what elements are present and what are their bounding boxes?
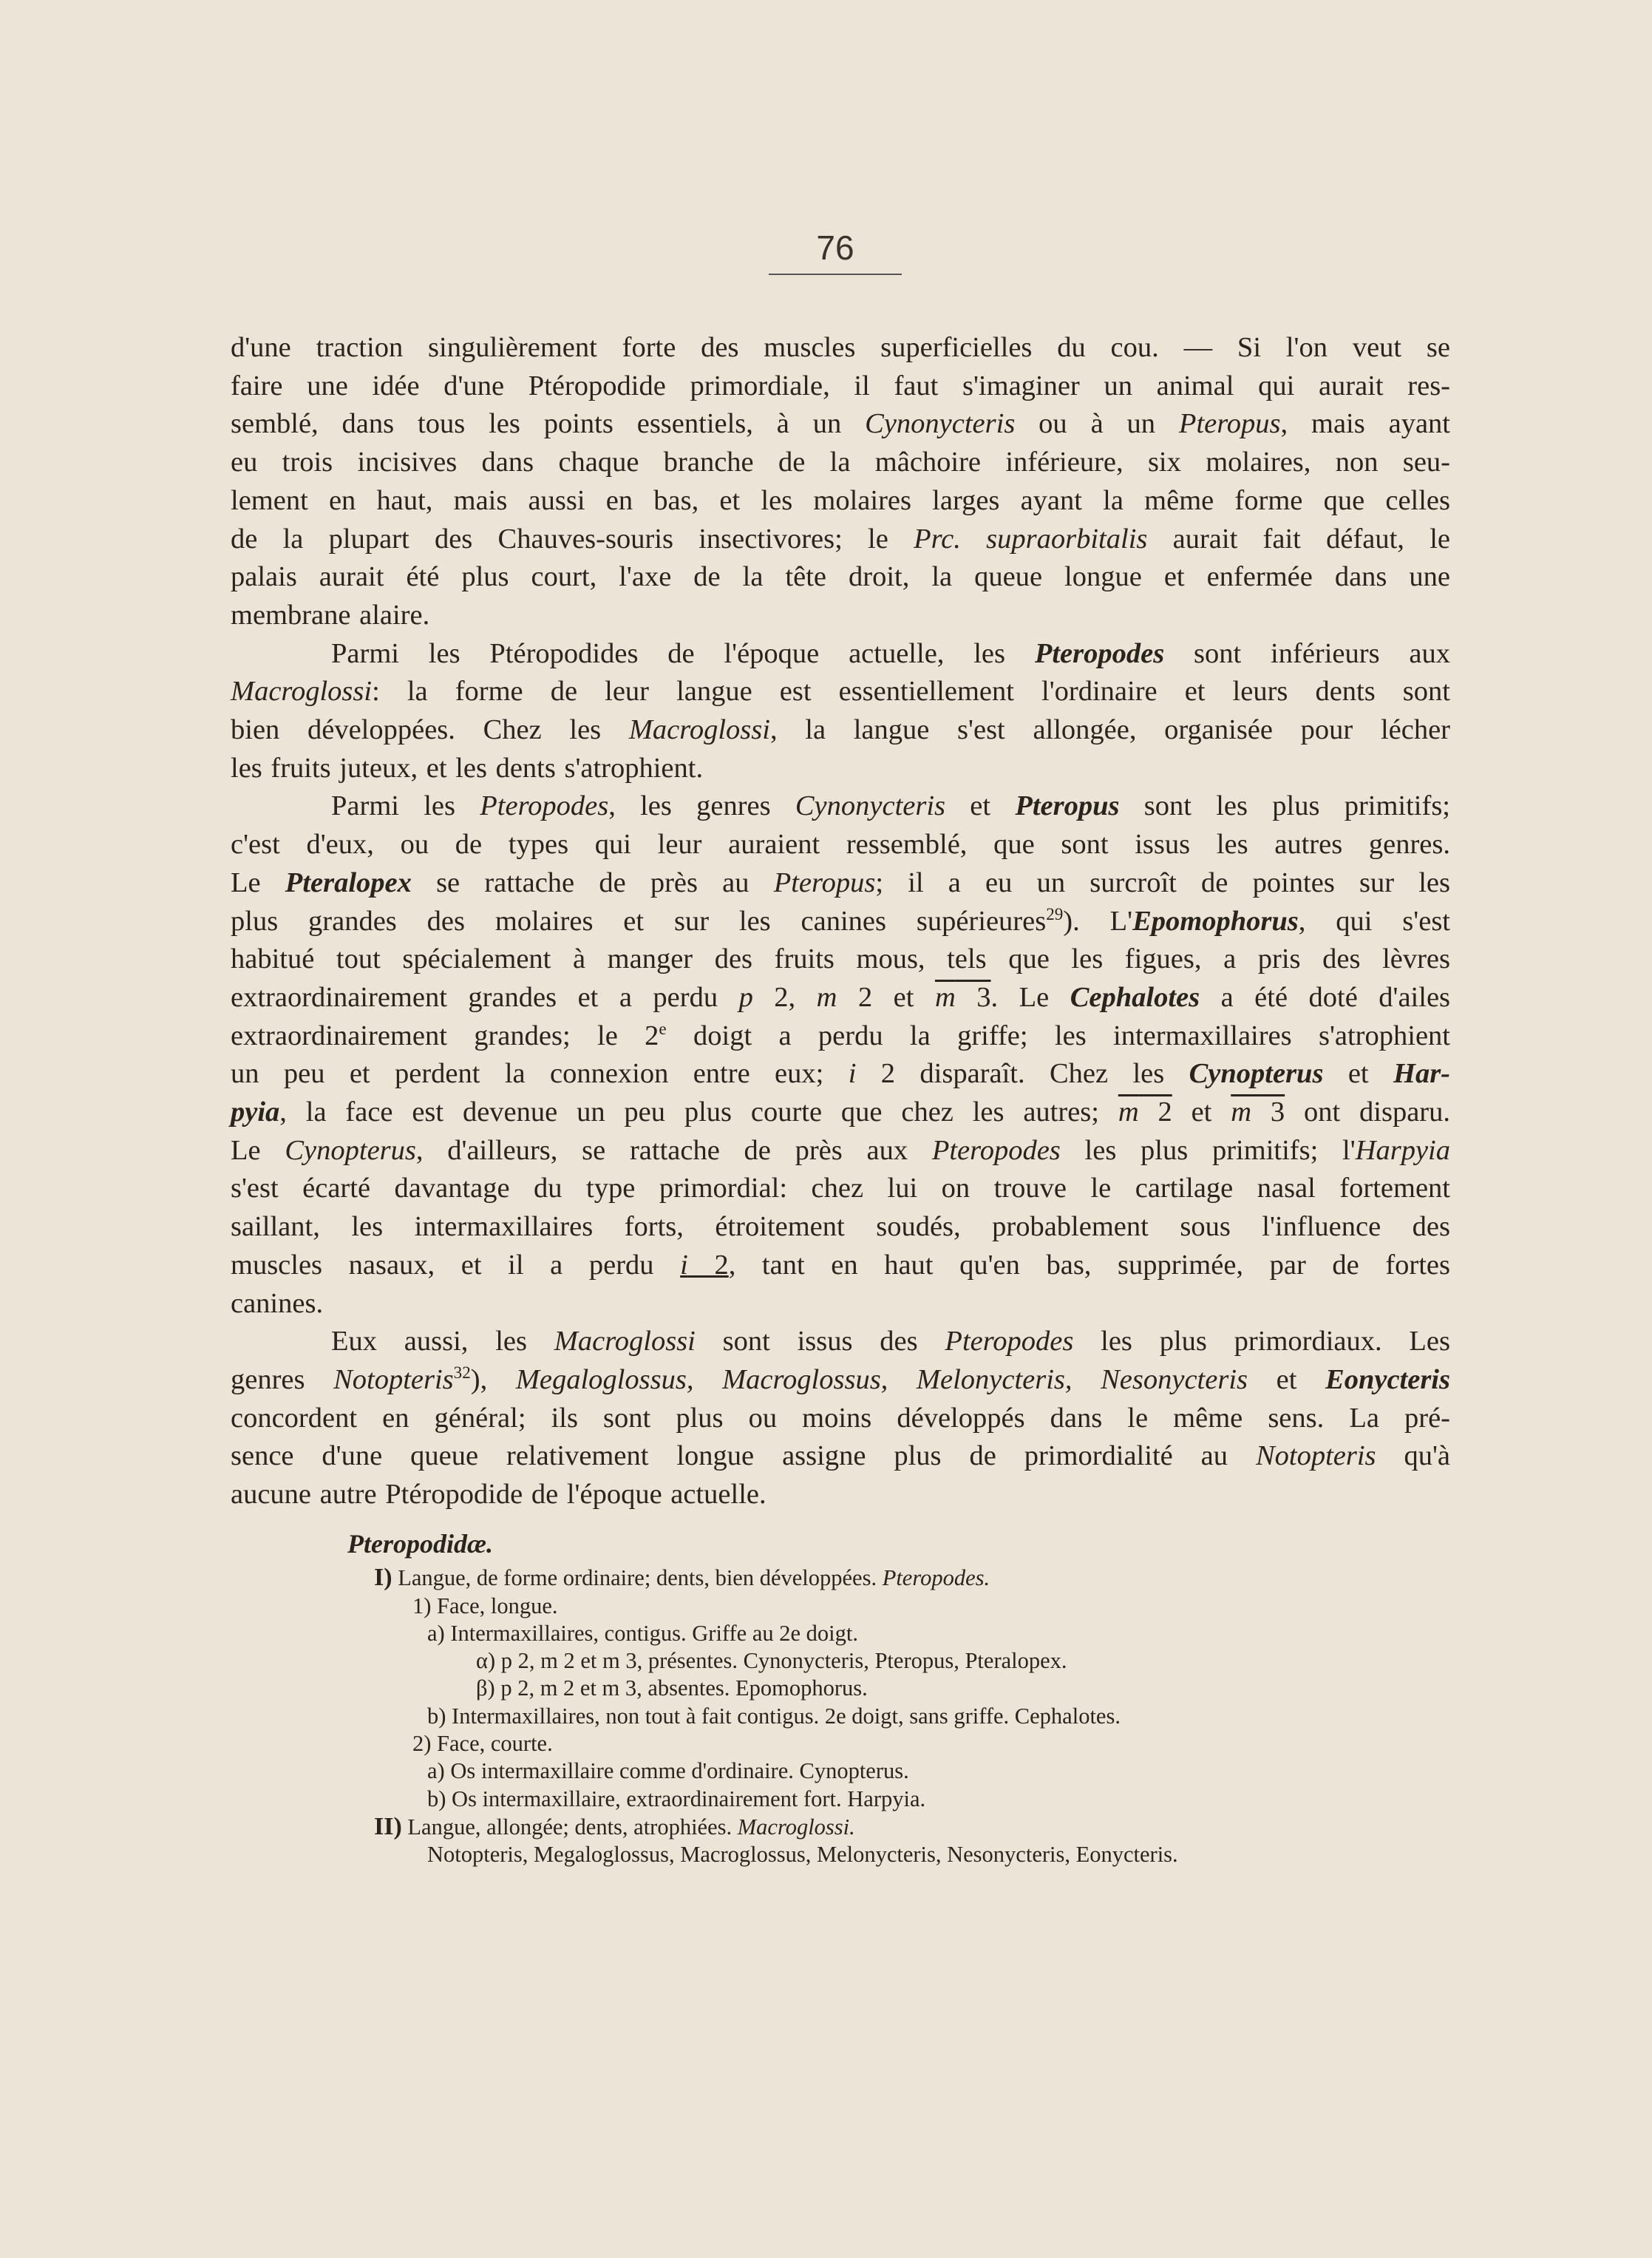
page-number: 76 xyxy=(816,228,854,267)
page-number-rule xyxy=(769,274,902,275)
key-item-1: 1) Face, longue. xyxy=(412,1593,558,1618)
key-item-II-genera: Notopteris, Megaloglossus, Macroglossus, Melonycteris, Nesonycteris, Eonycteris. xyxy=(427,1842,1178,1868)
key-item-1b: b) Intermaxillaires, non tout à fait contigus. 2e doigt, sans griffe. Cephalotes. xyxy=(427,1703,1121,1729)
classification-key xyxy=(347,1530,1427,1869)
key-item-2: 2) Face, courte. xyxy=(412,1731,553,1757)
body-text xyxy=(231,329,1450,1514)
paragraph-3: Parmi les Pteropodes, les genres Cynonycteris et Pteropus sont les plus primitifs; c'est d'eux, ou de types qui leur auraient ressemblé, que sont issus les autres genres. Le Pteralopex se rattache de près au Pteropus; il a eu un surcroît de pointes sur les plus grandes des molaires et sur les canines supérieures$^{29}$). L'Epomophorus, qui s'est habitué tout spécialement à manger des fruits mous, tels que les figues, a pris des lèvres extraordinairement grandes et a perdu p 2, m 2 et m 3. Le Cephalotes a été doté d'ailes extraordinairement grandes; le 2e doigt a perdu la griffe; les intermaxillaires s'atrophient un peu et perdent la connexion entre eux; i 2 disparaît. Chez les Cynopterus et Har- pyia, la face est devenue un peu plus courte que chez les autres; m 2 et m 3 ont disparu. Le Cynopterus, d'ailleurs, se rattache de près aux Pteropodes les plus primitifs; l'Harpyia s'est écarté davantage du type primordial: chez lui on trouve le cartilage nasal fortement saillant, les intermaxillaires forts, étroitement soudés, probablement sous l'influence des muscles nasaux, et il a perdu i 2, tant en haut qu'en bas, supprimée, par de fortes canines. xyxy=(231,790,1451,1319)
paragraph-1: d'une traction singulièrement forte des muscles superficielles du cou. — Si l'on veut se faire une idée d'une Ptéropodide primordiale, il faut s'imaginer un animal qui aurait res- semblé, dans tous les points essentiels, à un Cynonycteris ou à un Pteropus, mais ayant eu trois incisives dans chaque branche de la mâchoire inférieure, six molaires, non seu- lement en haut, mais aussi en bas, et les molaires larges ayant la même forme que celles de la plupart des Chauves-souris insectivores; le Prc. supraorbitalis aurait fait défaut, le palais aurait été plus court, l'axe de la tête droit, la queue longue et enfermée dans une membrane alaire. xyxy=(231,332,1450,631)
key-item-1a-beta: β) p 2, m 2 et m 3, absentes. Epomophorus. xyxy=(476,1675,868,1701)
key-item-2a: a) Os intermaxillaire comme d'ordinaire. Cynopterus. xyxy=(427,1758,909,1784)
key-item-II: II) Langue, allongée; dents, atrophiées. Macroglossi. xyxy=(374,1812,855,1840)
key-item-2b: b) Os intermaxillaire, extraordinairement fort. Harpyia. xyxy=(427,1786,926,1811)
paragraph-4: Eux aussi, les Macroglossi sont issus des Pteropodes les plus primordiaux. Les genres Notopteris$^{32}$), Megaloglossus, Macroglossus, Melonycteris, Nesonycteris et Eonycteris concordent en général; ils sont plus ou moins développés dans le même sens. La pré- sence d'une queue relativement longue assigne plus de primordialité au Notopteris qu'à aucune autre Ptéropodide de l'époque actuelle. xyxy=(231,1326,1450,1511)
key-item-1a-alpha: α) p 2, m 2 et m 3, présentes. Cynonycteris, Pteropus, Pteralopex. xyxy=(476,1648,1067,1674)
paragraph-2: Parmi les Ptéropodides de l'époque actuelle, les Pteropodes sont inférieurs aux Macroglossi: la forme de leur langue est essentiellement l'ordinaire et leurs dents sont bien développées. Chez les Macroglossi, la langue s'est allongée, organisée pour lécher les fruits juteux, et les dents s'atrophient. xyxy=(231,637,1450,784)
key-item-1a: a) Intermaxillaires, contigus. Griffe au 2e doigt. xyxy=(427,1620,858,1646)
key-title: Pteropodidæ. xyxy=(347,1529,493,1559)
key-item-I: I) Langue, de forme ordinaire; dents, bien développées. Pteropodes. xyxy=(374,1564,990,1592)
